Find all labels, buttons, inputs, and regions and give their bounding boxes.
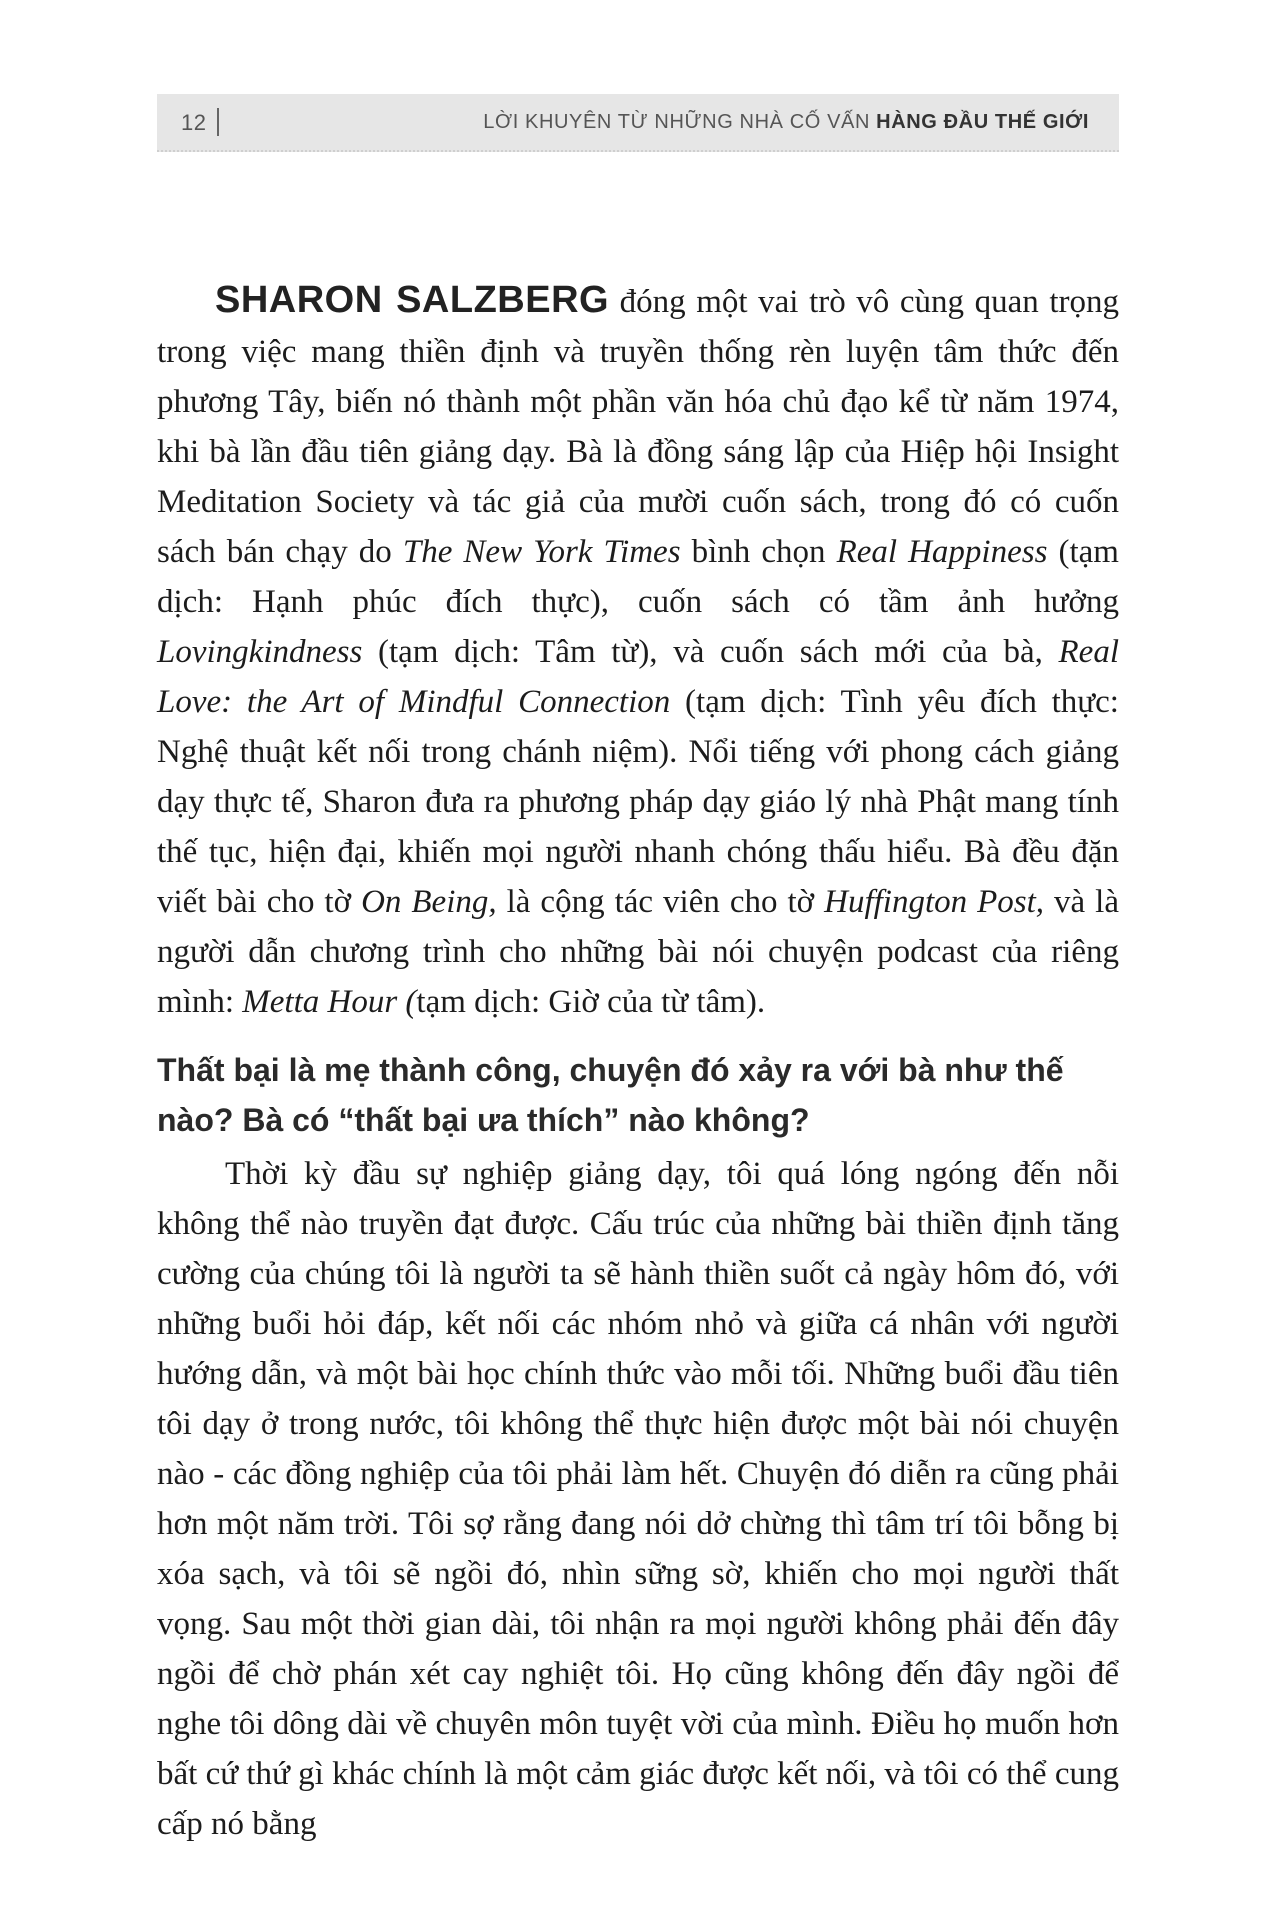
answer-paragraph: Thời kỳ đầu sự nghiệp giảng dạy, tôi quá lóng ngóng đến nỗi không thể nào truyền đạt được. Cấu trúc của những bài thiền định tăng cường của chúng tôi là người ta sẽ hành thiền suốt cả ngày hôm đó, với những buổi hỏi đáp, kết nối các nhóm nhỏ và giữa cá nhân với người hướng dẫn, và một bài học chính thức vào mỗi tối. Những buổi đầu tiên tôi dạy ở trong nước, tôi không thể thực hiện được một bài nói chuyện nào - các đồng nghiệp của tôi phải làm hết. Chuyện đó diễn ra cũng phải hơn một năm trời. Tôi sợ rằng đang nói dở chừng thì tâm trí tôi bỗng bị xóa sạch, và tôi sẽ ngồi đó, nhìn sững sờ, khiến cho mọi người thất vọng. Sau một thời gian dài, tôi nhận ra mọi người không phải đến đây ngồi để chờ phán xét cay nghiệt tôi. Họ cũng không đến đây ngồi để nghe tôi dông dài về chuyên môn tuyệt vời của mình. Điều họ muốn hơn bất cứ thứ gì khác chính là một cảm giác được kết nối, và tôi có thể cung cấp nó bằng (157, 1156, 1119, 1842)
bio-text: đóng một vai trò vô cùng quan trọng trong việc mang thiền định và truyền thống rèn luyện tâm thức đến phương Tây, biến nó thành một phần văn hóa chủ đạo kể từ năm 1974, khi bà lần đầu tiên giảng dạy. Bà là đồng sáng lập của Hiệp hội Insight Meditation Society và tác giả của mười cuốn sách, trong đó có cuốn sách bán chạy do (157, 284, 1120, 570)
bio-text: (tạm dịch: Hạnh phúc đích thực), cuốn sách có tầm ảnh hưởng (157, 534, 1119, 620)
bio-paragraph (157, 275, 1119, 1027)
bio-text: tạm dịch: Giờ của từ tâm). (416, 984, 766, 1020)
running-title-regular: LỜI KHUYÊN TỪ NHỮNG NHÀ CỐ VẤN (483, 111, 877, 133)
bio-title-italic: Lovingkindness (157, 634, 363, 670)
page-body (157, 275, 1119, 1849)
running-title-bold: HÀNG ĐẦU THẾ GIỚI (876, 111, 1089, 133)
question-heading: Thất bại là mẹ thành công, chuyện đó xảy ra với bà như thế nào? Bà có “thất bại ưa thích” nào không? (157, 1052, 1064, 1138)
bio-text: và là người dẫn chương trình cho những bài nói chuyện podcast của riêng mình: (157, 884, 1119, 1020)
bio-title-italic: The New York Times (402, 534, 681, 570)
bio-title-italic: On Being, (361, 884, 497, 920)
bio-text: (tạm dịch: Tâm từ), và cuốn sách mới của bà, (362, 634, 1059, 670)
bio-text: bình chọn (680, 534, 837, 570)
page-number: 12 (181, 110, 207, 135)
author-name: SHARON SALZBERG (215, 279, 610, 321)
bio-title-italic: Real Love: the Art of Mindful Connection (157, 634, 1119, 720)
header-divider (217, 108, 219, 136)
running-header (157, 94, 1119, 152)
bio-text: (tạm dịch: Tình yêu đích thực: Nghệ thuật kết nối trong chánh niệm). Nổi tiếng với phong cách giảng dạy thực tế, Sharon đưa ra phương pháp dạy giáo lý nhà Phật mang tính thế tục, hiện đại, khiến mọi người nhanh chóng thấu hiểu. Bà đều đặn viết bài cho tờ (157, 684, 1119, 920)
bio-title-italic: Metta Hour ( (242, 984, 417, 1020)
bio-text: là cộng tác viên cho tờ (496, 884, 825, 920)
bio-title-italic: Huffington Post, (824, 884, 1045, 920)
bio-title-italic: Real Happiness (836, 534, 1048, 570)
running-title (483, 111, 1089, 134)
